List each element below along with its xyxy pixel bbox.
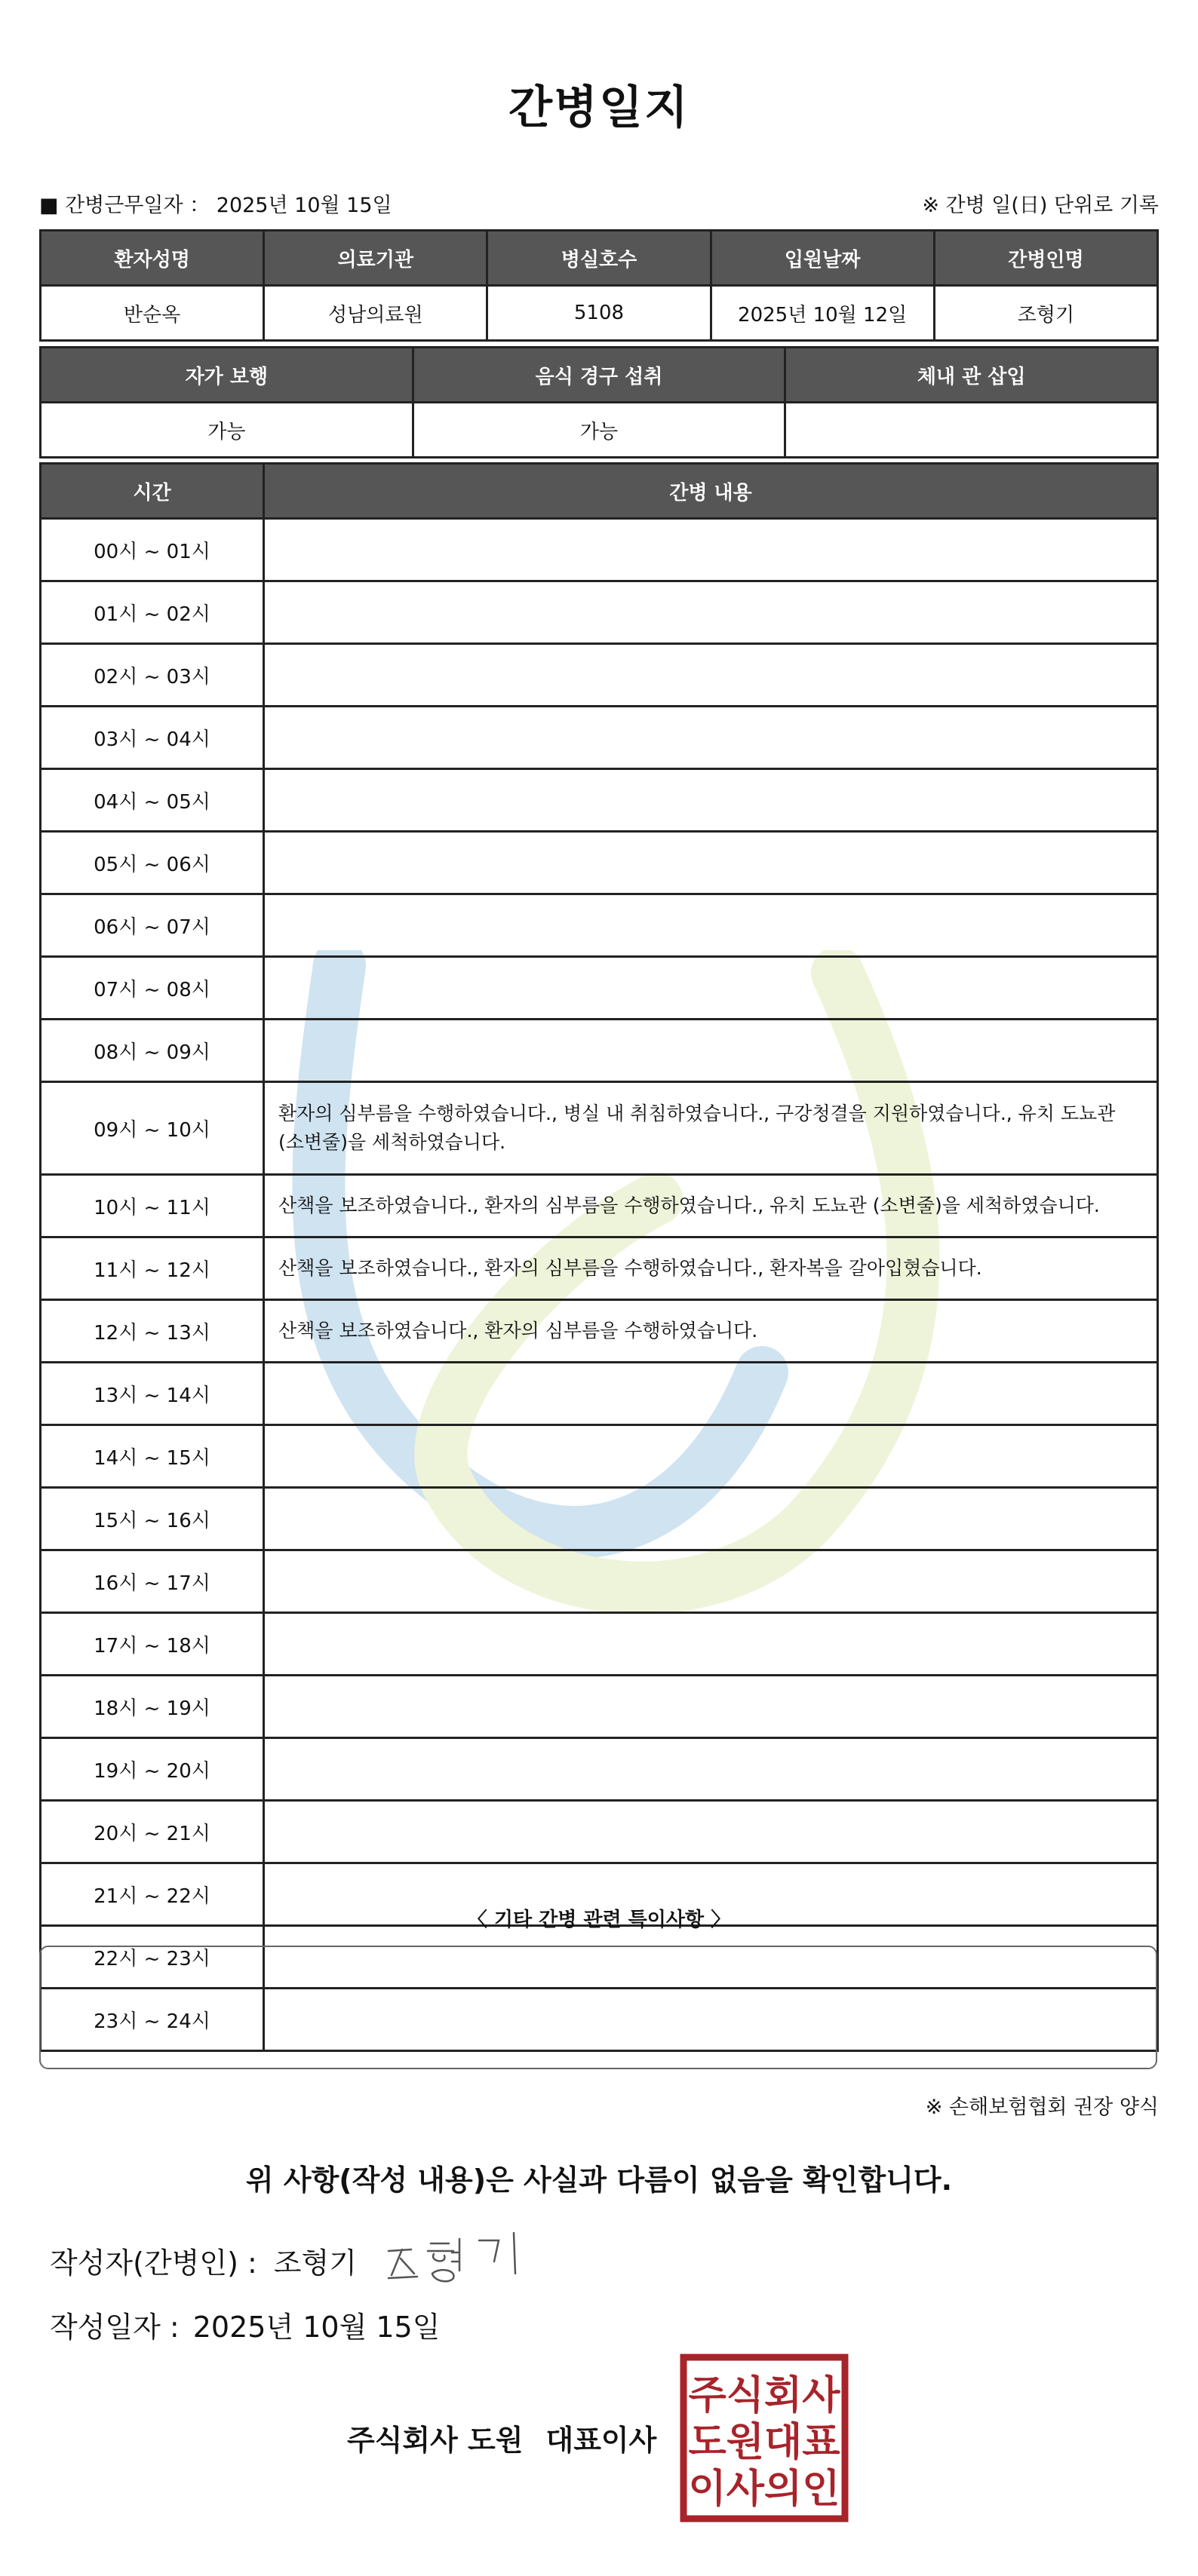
log-row	[41, 1237, 1158, 1300]
company-line	[347, 2417, 656, 2458]
self-walking-header: 자가 보행	[41, 348, 413, 403]
care-log-table	[39, 462, 1159, 2052]
svg-text:도원대표: 도원대표	[688, 2420, 840, 2465]
caregiver-name: 조형기	[934, 286, 1157, 341]
log-time-cell: 14시 ~ 15시	[41, 1425, 264, 1488]
document-title: 간병일지	[508, 81, 690, 134]
written-date-label: 작성일자 :	[50, 2311, 180, 2344]
log-time-cell: 18시 ~ 19시	[41, 1676, 264, 1738]
log-time-cell: 04시 ~ 05시	[41, 769, 264, 832]
log-row	[41, 1801, 1158, 1863]
log-time-cell: 21시 ~ 22시	[41, 1863, 264, 1926]
hospital: 성남의료원	[264, 286, 487, 341]
insurance-note: ※ 손해보험협회 권장 양식	[925, 2096, 1159, 2119]
log-content-cell	[264, 581, 1158, 644]
log-row	[41, 957, 1158, 1020]
log-row	[41, 1676, 1158, 1738]
log-content-cell	[264, 1550, 1158, 1613]
work-date-value: 2025년 10월 15일	[216, 194, 392, 217]
log-time-cell: 20시 ~ 21시	[41, 1801, 264, 1863]
log-time-cell: 05시 ~ 06시	[41, 832, 264, 894]
time-header: 시간	[41, 464, 264, 519]
log-time-cell: 10시 ~ 11시	[41, 1175, 264, 1237]
log-content-cell: 환자의 심부름을 수행하였습니다., 병실 내 취침하였습니다., 구강청결을 지원하였습니다., 유치 도뇨관 (소변줄)을 세척하였습니다.	[264, 1082, 1158, 1175]
log-time-cell: 23시 ~ 24시	[41, 1989, 264, 2051]
log-content-cell	[264, 957, 1158, 1020]
log-content-cell	[264, 707, 1158, 769]
log-content-cell	[264, 1425, 1158, 1488]
log-time-cell: 06시 ~ 07시	[41, 894, 264, 957]
patient-name-header: 환자성명	[41, 231, 264, 286]
company-seal-stamp	[679, 2353, 849, 2523]
care-content-header: 간병 내용	[264, 464, 1158, 519]
log-time-cell: 08시 ~ 09시	[41, 1020, 264, 1082]
self-walking-value: 가능	[41, 403, 413, 458]
admission-date-header: 입원날짜	[711, 231, 934, 286]
log-content-cell	[264, 1020, 1158, 1082]
log-content-cell	[264, 519, 1158, 581]
log-content-cell: 산책을 보조하였습니다., 환자의 심부름을 수행하였습니다., 환자복을 갈아입혔습니다.	[264, 1237, 1158, 1300]
tube-insertion-value	[785, 403, 1158, 458]
company-role: 대표이사	[545, 2424, 657, 2457]
patient-info-table	[39, 229, 1159, 342]
unit-note: ※ 간병 일(日) 단위로 기록	[922, 194, 1159, 217]
hospital-header: 의료기관	[264, 231, 487, 286]
log-content-cell	[264, 1613, 1158, 1676]
log-row	[41, 1550, 1158, 1613]
log-time-cell: 15시 ~ 16시	[41, 1488, 264, 1550]
log-row	[41, 1175, 1158, 1237]
log-row	[41, 1363, 1158, 1425]
log-row	[41, 519, 1158, 581]
oral-intake-value: 가능	[413, 403, 785, 458]
log-time-cell: 16시 ~ 17시	[41, 1550, 264, 1613]
log-time-cell: 03시 ~ 04시	[41, 707, 264, 769]
log-time-cell: 11시 ~ 12시	[41, 1237, 264, 1300]
log-time-cell: 09시 ~ 10시	[41, 1082, 264, 1175]
tube-insertion-header: 체내 관 삽입	[785, 348, 1158, 403]
log-content-cell	[264, 1363, 1158, 1425]
log-time-cell: 13시 ~ 14시	[41, 1363, 264, 1425]
log-content-cell: 산책을 보조하였습니다., 환자의 심부름을 수행하였습니다., 유치 도뇨관 (소변줄)을 세척하였습니다.	[264, 1175, 1158, 1237]
svg-text:주식회사: 주식회사	[688, 2373, 840, 2418]
written-date-value: 2025년 10월 15일	[192, 2311, 441, 2344]
log-time-cell: 22시 ~ 23시	[41, 1926, 264, 1989]
log-content-cell	[264, 644, 1158, 707]
admission-date: 2025년 10월 12일	[711, 286, 934, 341]
remarks-title: 〈 기타 간병 관련 특이사항 〉	[467, 1909, 731, 1931]
caregiver-name-header: 간병인명	[934, 231, 1157, 286]
remarks-box	[39, 1946, 1157, 2069]
log-row	[41, 581, 1158, 644]
writer-label: 작성자(간병인) :	[50, 2246, 257, 2280]
writer-name: 조형기	[273, 2246, 357, 2280]
writer-line	[50, 2240, 357, 2281]
log-time-cell: 01시 ~ 02시	[41, 581, 264, 644]
svg-text:이사의인: 이사의인	[688, 2467, 840, 2512]
room-header: 병실호수	[487, 231, 711, 286]
oral-intake-header: 음식 경구 섭취	[413, 348, 785, 403]
patient-name: 반순옥	[41, 286, 264, 341]
company-name: 주식회사 도원	[347, 2424, 524, 2457]
log-time-cell: 12시 ~ 13시	[41, 1300, 264, 1363]
log-row	[41, 1488, 1158, 1550]
log-row	[41, 1425, 1158, 1488]
status-info-table	[39, 346, 1159, 458]
log-content-cell: 산책을 보조하였습니다., 환자의 심부름을 수행하였습니다.	[264, 1300, 1158, 1363]
log-row	[41, 1020, 1158, 1082]
log-row	[41, 1300, 1158, 1363]
log-content-cell	[264, 894, 1158, 957]
log-time-cell: 02시 ~ 03시	[41, 644, 264, 707]
log-content-cell	[264, 1801, 1158, 1863]
log-content-cell	[264, 1738, 1158, 1801]
log-time-cell: 19시 ~ 20시	[41, 1738, 264, 1801]
written-date-line	[50, 2304, 440, 2345]
log-row	[41, 769, 1158, 832]
log-content-cell	[264, 832, 1158, 894]
log-time-cell: 17시 ~ 18시	[41, 1613, 264, 1676]
log-time-cell: 00시 ~ 01시	[41, 519, 264, 581]
log-time-cell: 07시 ~ 08시	[41, 957, 264, 1020]
log-row	[41, 1613, 1158, 1676]
confirmation-statement: 위 사항(작성 내용)은 사실과 다름이 없음을 확인합니다.	[245, 2164, 953, 2197]
log-row	[41, 707, 1158, 769]
log-content-cell	[264, 769, 1158, 832]
work-date-line	[39, 189, 392, 218]
log-row	[41, 644, 1158, 707]
log-row	[41, 832, 1158, 894]
log-row	[41, 1738, 1158, 1801]
work-date-label: ■ 간병근무일자 ：	[39, 194, 210, 217]
log-content-cell	[264, 1676, 1158, 1738]
log-content-cell	[264, 1488, 1158, 1550]
room-number: 5108	[487, 286, 711, 341]
log-row	[41, 1082, 1158, 1175]
log-row	[41, 894, 1158, 957]
handwritten-signature	[381, 2228, 532, 2289]
